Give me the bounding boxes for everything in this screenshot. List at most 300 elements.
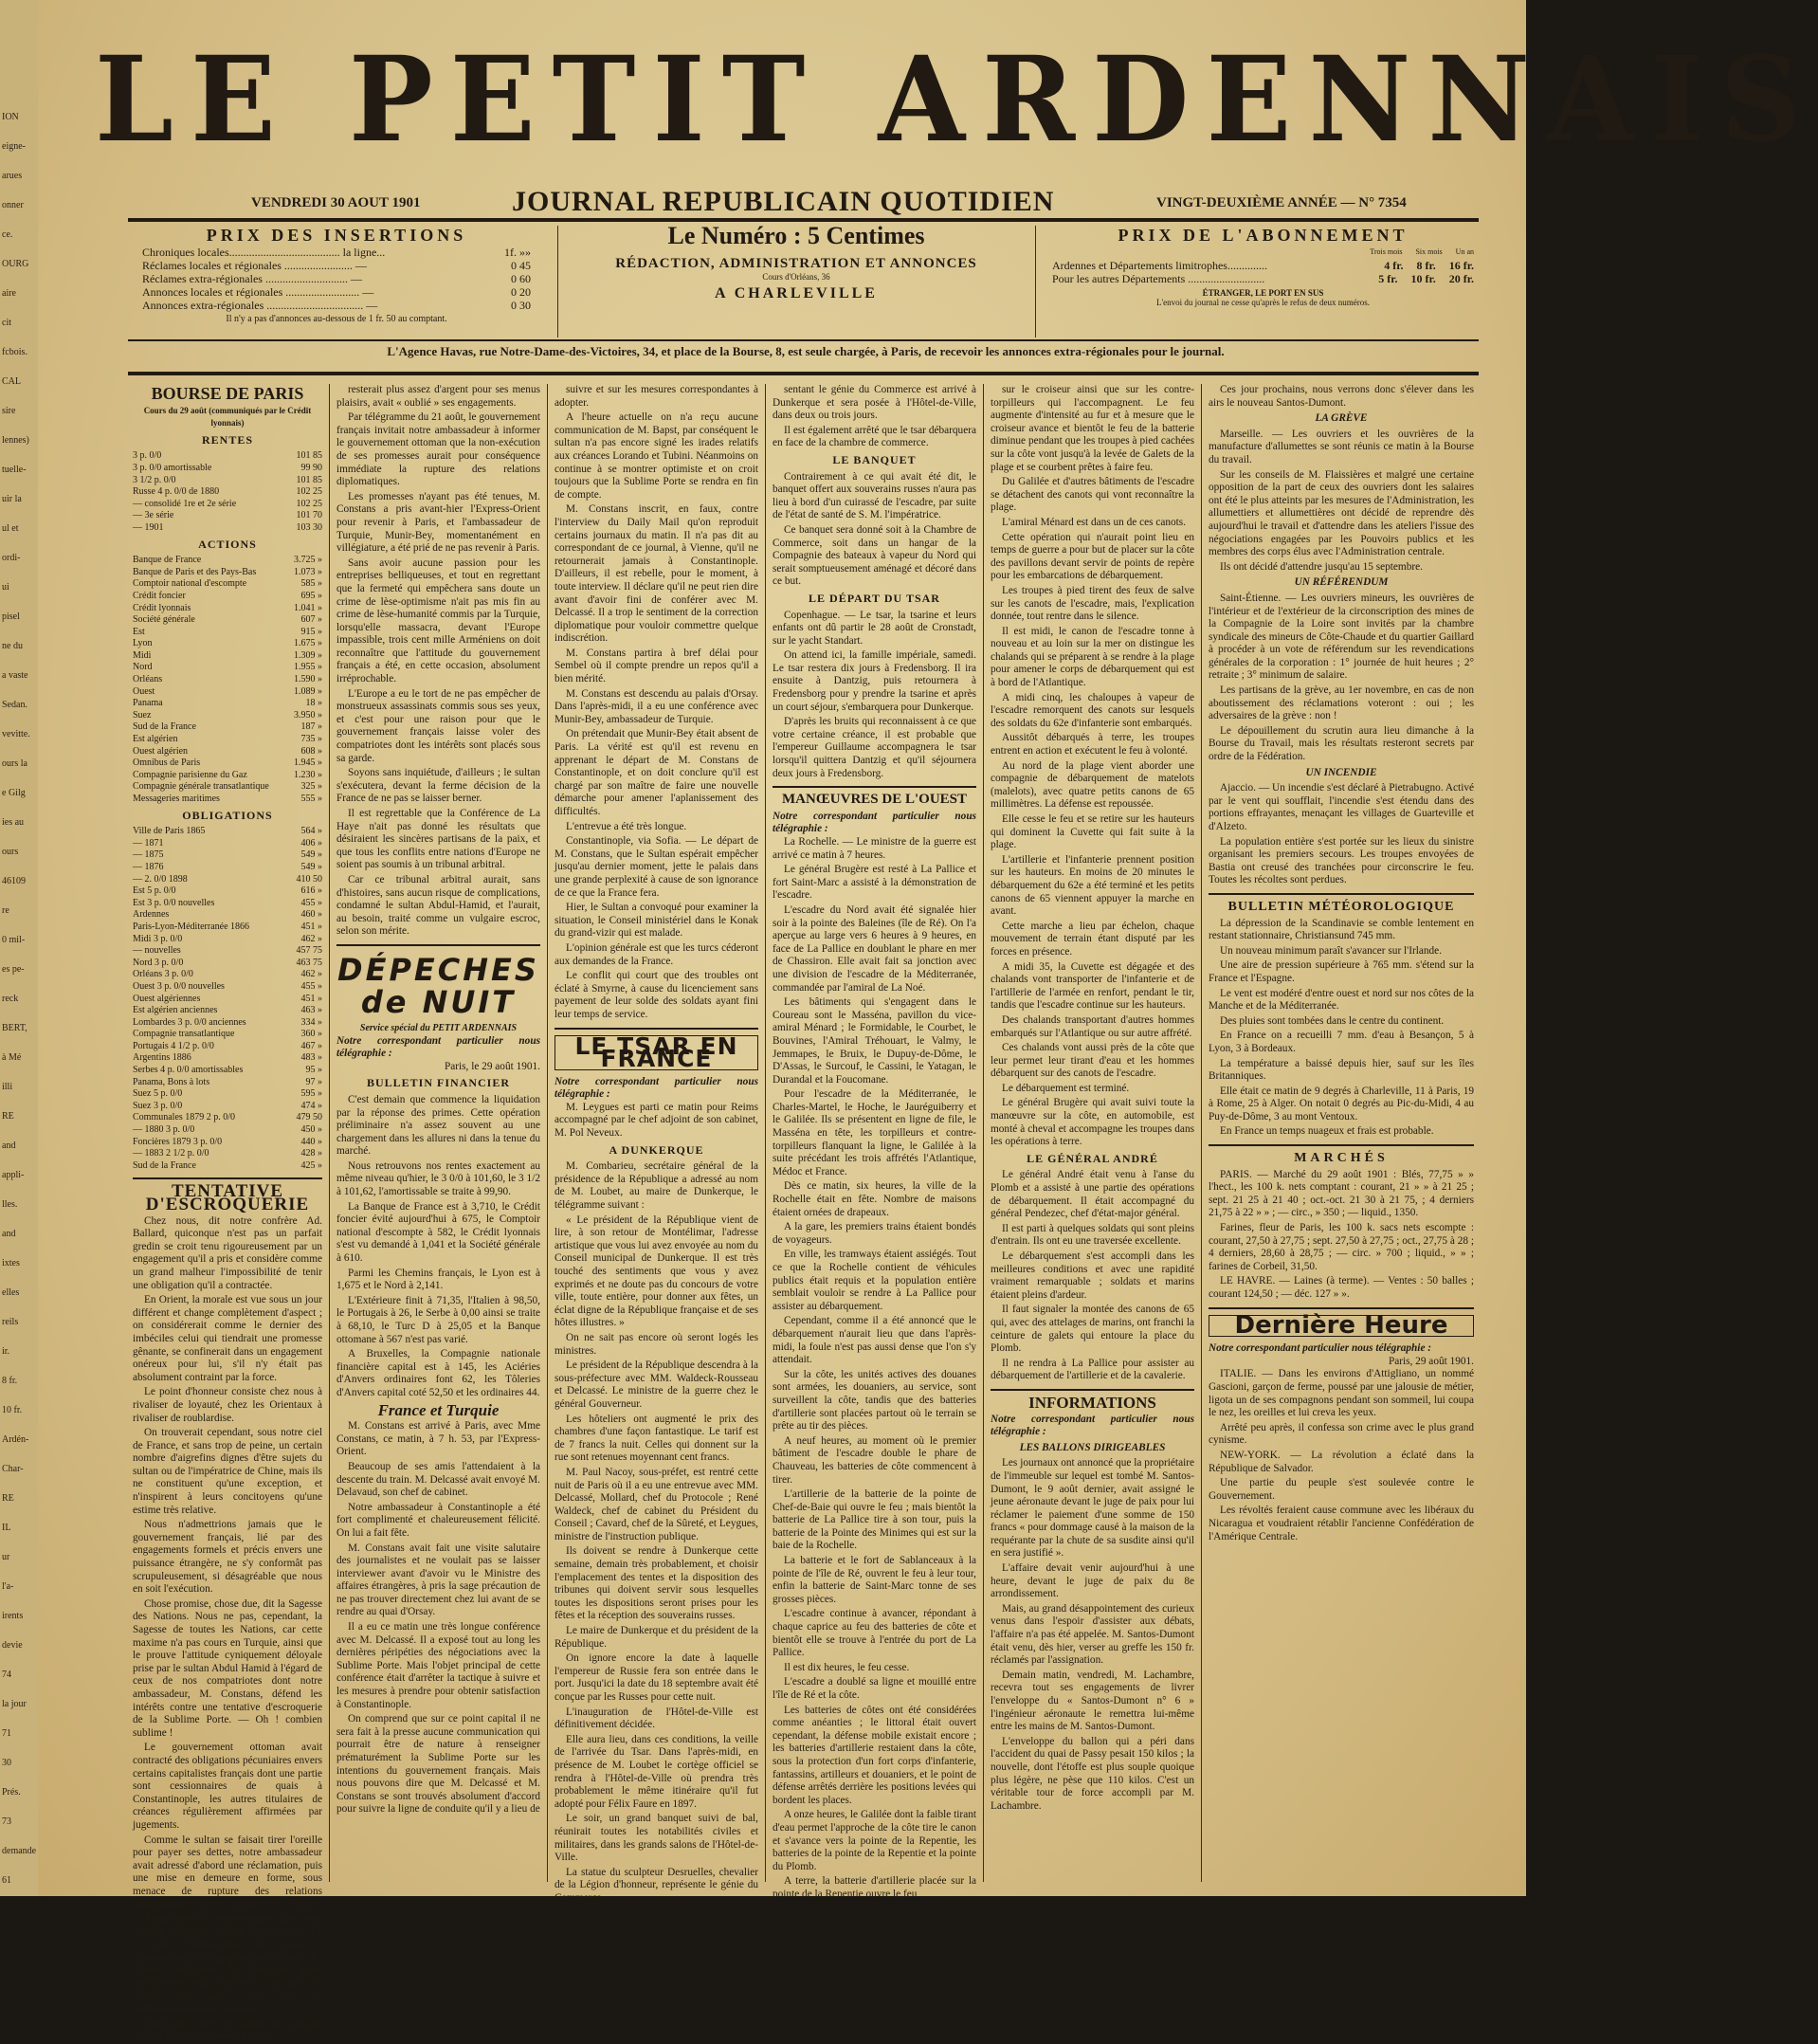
paragraph: Pour l'escadre de la Méditerranée, le Charles-Martel, le Hoche, le Jauréguiberry et le Galilée. Ils se présentent en ligne de file, le Masséna en tête, les torpilleurs et contre-torpilleurs flanquant la ligne, le Galilée à la suite précédant les trois affrétés l'Atlantique, Médoc et France. <box>773 1088 976 1177</box>
table-row <box>133 934 322 946</box>
agency-notice: L'Agence Havas, rue Notre-Dame-des-Victoires, 34, et place de la Bourse, 8, est seule chargée, à Paris, de recevoir les annonces extra-régionales pour le journal. <box>387 344 1225 358</box>
table-row <box>133 1052 322 1065</box>
paragraph: Cependant, comme il a été annoncé que le débarquement n'aurait lieu que dans l'après-midi, la foule n'est pas aussi dense que l'on s'y attendait. <box>773 1315 976 1366</box>
correspondent-line: Notre correspondant particulier nous télégraphie : <box>336 1034 540 1060</box>
security-price: 607 » <box>300 614 322 626</box>
paragraph: Les partisans de la grève, au 1er novembre, en cas de non aboutissement des réclamations voteront : oui ; les adversaires de la grève : non ! <box>1209 684 1474 722</box>
paragraph: Saint-Étienne. — Les ouvriers mineurs, les ouvrières de l'intérieur et de l'extérieur de la circonscription des mines de la Compagnie de la Loire sont invités par la chambre syndicale des mineurs de Côte-Chaude et du quartier Gaillard à procéder à un vote de référendum sur les revendications générales de la corporation : 1° journée de huit heures ; 2° retraite ; 3° minimum de salaire. <box>1209 592 1474 682</box>
article-body <box>1209 429 1474 575</box>
paragraph: ITALIE. — Dans les environs d'Attigliano, un nommé Gascioni, garçon de ferme, poussé par une jalousie de métier, ligota un de ses compagnons pendant son sommeil, lui coupa le nez, les oreilles et lui creva les yeux. <box>1209 1368 1474 1419</box>
column-3 <box>554 384 758 1904</box>
obligations-table <box>133 826 322 1172</box>
security-name: Paris-Lyon-Méditerranée 1866 <box>133 921 250 932</box>
security-price: 1.041 » <box>294 602 322 613</box>
column-1 <box>133 384 322 2043</box>
security-name: Ouest <box>133 685 155 697</box>
paragraph: Des chalands transportant d'autres hommes embarqués sur l'Atlantique ou sur autre affrété. <box>991 1013 1194 1039</box>
subscription-price: 8 fr. <box>1416 259 1436 272</box>
price-box <box>569 222 1024 335</box>
table-row <box>133 1088 322 1101</box>
security-name: Suez 3 p. 0/0 <box>133 1100 183 1111</box>
section-headline: INFORMATIONS <box>1028 1393 1156 1412</box>
fragment-text: es pe- <box>2 964 25 975</box>
paragraph: resterait plus assez d'argent pour ses menus plaisirs, avait « oublié » ses engagements. <box>336 384 540 409</box>
rate-price: 1f. »» <box>504 246 531 259</box>
security-name: Ouest 3 p. 0/0 nouvelles <box>133 980 225 992</box>
security-price: 457 75 <box>296 945 322 957</box>
fragment-text: Prés. <box>2 1787 21 1798</box>
rate-price: 0 30 <box>511 299 531 312</box>
paragraph: A la gare, les premiers trains étaient bondés de voyageurs. <box>773 1221 976 1246</box>
paragraph: L'escadre du Nord avait été signalée hier soir à la pointe des Baleines (île de Ré). On l'a aperçue au large vers 6 heures à 9 heures, en face de La Pallice en doublant le phare en mer de Chassiron. Elle avait fait sa jonction avec une division de l'escadre de la Méditerranée, commandée par l'amiral de La Noé. <box>773 903 976 994</box>
fragment-text: ordi- <box>2 553 21 563</box>
fragment-text: 71 <box>2 1728 11 1739</box>
security-name: Orléans <box>133 674 163 685</box>
security-price: 3.725 » <box>294 555 322 566</box>
paragraph: Elle était ce matin de 9 degrés à Charleville, 11 à Paris, 19 à Rome, 25 à Alger. On notait 0 degrés au Pic-du-Midi, 4 au Puy-de-Dôme, 3 au mont Ventoux. <box>1209 1085 1474 1122</box>
paragraph: M. Combarieu, secrétaire général de la présidence de la République a adressé au nom de M. Loubet, au maire de Dunkerque, le télégramme suivant : <box>554 1160 758 1212</box>
rentes-title: RENTES <box>201 432 254 447</box>
subscription-row <box>1052 272 1474 285</box>
table-row <box>133 969 322 981</box>
article-body <box>1209 1368 1474 1543</box>
security-price: 101 85 <box>296 474 322 485</box>
security-price: 1.945 » <box>294 757 322 769</box>
rule <box>128 339 1479 341</box>
security-name: Banque de France <box>133 555 202 566</box>
fragment-text: RE <box>2 1493 14 1504</box>
rate-label: Réclames extra-régionales ............................. — <box>142 272 362 285</box>
security-price: 1.309 » <box>294 649 322 661</box>
paragraph: L'opinion générale est que les turcs céderont aux demandes de la France. <box>554 941 758 967</box>
paragraph: M. Constans est descendu au palais d'Orsay. Dans l'après-midi, il a eu une conférence avec Munir-Bey, ambassadeur de Turquie. <box>554 687 758 725</box>
rate-row <box>142 272 531 285</box>
security-price: 555 » <box>300 794 322 804</box>
table-row <box>133 958 322 970</box>
fragment-text: irents <box>2 1611 24 1621</box>
fragment-text: Char- <box>2 1464 24 1474</box>
fragment-text: lennes) <box>2 435 29 446</box>
table-row <box>133 603 322 615</box>
paragraph: Une partie du peuple s'est soulevée contre le Gouvernement. <box>1209 1477 1474 1502</box>
security-price: 564 » <box>300 826 322 837</box>
security-price: 463 » <box>300 1005 322 1016</box>
paragraph: L'amiral Ménard est dans un de ces canots. <box>1002 516 1187 528</box>
fragment-text: onner <box>2 200 24 210</box>
paragraph: Un nouveau minimum paraît s'avancer sur l'Irlande. <box>1220 944 1443 957</box>
fragment-text: 74 <box>2 1670 11 1680</box>
table-row <box>133 734 322 746</box>
paragraph: A onze heures, le Galilée dont la faible tirant d'eau permet l'approche de la côte tire le canon et s'avance vers la pointe de la Repentie, les batteries de la pointe de la Repentie et la pointe du Plomb. <box>773 1809 976 1872</box>
fragment-text: cit <box>2 318 11 328</box>
security-price: 451 » <box>300 993 322 1004</box>
security-price: 462 » <box>300 969 322 980</box>
paragraph: M. Constans avait fait une visite salutaire des journalistes et ne voulait pas se laisser interviewer avant d'avoir vu le Ministre des affaires étrangères, à pris la sage précaution de ne pas trouver directement chez lui avant de se rendre au quai d'Orsay. <box>336 1542 540 1618</box>
table-row <box>133 1112 322 1124</box>
paragraph: La Banque de France est à 3,710, le Crédit foncier évité aujourd'hui à 675, le Comptoir national d'escompte à 582, le Crédit lyonnais s'est vu demandé à 1,041 et la Société générale à 610. <box>336 1200 540 1265</box>
paragraph: Il est dix heures, le feu cesse. <box>784 1661 910 1673</box>
article-body <box>773 836 976 1902</box>
security-name: — 1875 <box>133 849 164 861</box>
paragraph: A midi 35, la Cuvette est dégagée et des chalands vont transporter de l'infanterie et de l'artillerie de l'armée en renfort, pendant le tir, tandis que l'escadre continue sur les hauteurs. <box>991 960 1194 1012</box>
fragment-text: ur <box>2 1552 10 1562</box>
paragraph: L'artillerie de la batterie de la pointe de Chef-de-Baie qui ouvre le feu ; mais bientôt la batterie de La Pallice tire à son tour, puis la batterie de la Pointe des Minimes qui est sur la baie de la Rochelle. <box>773 1488 976 1552</box>
paragraph: A l'heure actuelle on n'a reçu aucune communication de M. Bapst, par conséquent le sultan n'a pas encore signé les irades relatifs aux créances Lorando et Tubini. Néanmoins on continue à se montrer optimiste et on croit toujours que la Sublime Porte se rendra en fin de compte. <box>554 411 758 501</box>
security-price: 915 » <box>300 626 322 637</box>
fragment-text: reck <box>2 994 19 1004</box>
fragment-text: and <box>2 1229 16 1239</box>
security-name: Lombardes 3 p. 0/0 anciennes <box>133 1016 246 1028</box>
paragraph: Demain matin, vendredi, M. Lachambre, recevra tout ses engagements de livrer l'enveloppe du « Santos-Dumont n° 6 » l'ingénieur aéronaute le remettra lui-même entre les mains de M. Santos-Dumont. <box>991 1669 1194 1733</box>
fragment-text: ne du <box>2 641 23 651</box>
fragment-text: 30 <box>2 1758 11 1768</box>
security-price: 187 » <box>300 721 322 733</box>
article-body <box>554 384 758 1022</box>
security-price: 3.950 » <box>294 709 322 721</box>
paragraph: Il est regrettable que la Conférence de La Haye n'ait pas donné les résultats que désiraient les sincères partisans de la paix, et que tous les conflits entre nations d'Europe ne soient pas soumis à un tribunal arbitral. <box>336 808 540 871</box>
security-name: Compagnie parisienne du Gaz <box>133 769 247 780</box>
paragraph: Le soir, un grand banquet suivi de bal, réunirait toutes les notabilités civiles et militaires, dans les grands salons de l'Hôtel-de-Ville. <box>554 1813 758 1864</box>
section-title: LE BANQUET <box>832 452 917 466</box>
actions-table <box>133 555 322 805</box>
table-row <box>133 662 322 674</box>
table-row <box>133 994 322 1006</box>
paragraph: Une aire de pression supérieure à 765 mm. s'étend sur la France et l'Espagne. <box>1209 959 1474 984</box>
security-name: Russe 4 p. 0/0 de 1880 <box>133 486 220 498</box>
fragment-text: Ardén- <box>2 1434 29 1445</box>
section-headline: LE TSAR EN FRANCE <box>554 1035 758 1070</box>
column-divider <box>983 384 984 1882</box>
paragraph: Ces jour prochains, nous verrons donc s'élever dans les airs le nouveau Santos-Dumont. <box>1209 384 1474 409</box>
paragraph: Chez nous, dit notre confrère Ad. Ballard, quiconque n'est pas un parfait gredin se croit tenu rigoureusement par un engagement qu'il a pris et considère comme un grand malheur l'impossibilité de tenir une obligation qu'il a contractée. <box>133 1214 322 1291</box>
paragraph: Les hôteliers ont augmenté le prix des chambres d'une façon fantastique. Le tarif est de 7 francs la nuit. Celles qui donnent sur la rue sont retenues moyennant cent francs. <box>554 1413 758 1464</box>
security-price: 360 » <box>300 1029 322 1040</box>
paragraph: Le maire de Dunkerque et du président de la République. <box>554 1625 758 1650</box>
fragment-text: 46109 <box>2 876 26 886</box>
table-row <box>133 686 322 699</box>
fragment-text: 10 fr. <box>2 1405 23 1415</box>
security-price: 451 » <box>300 921 322 932</box>
paragraph: Les troupes à pied tirent des feux de salve sur les canots de l'escadre, mais, l'explication donnée, tout rentre dans le silence. <box>991 584 1194 623</box>
security-price: 1.590 » <box>294 674 322 685</box>
rentes-table <box>133 450 322 534</box>
fragment-text: l'a- <box>2 1581 14 1592</box>
table-row <box>133 650 322 663</box>
paragraph: Deux jours après, le sultan ture, pensant que s'il payait ses dettes, il ne lui <box>133 2017 322 2043</box>
paragraph: Ce banquet sera donné soit à la Chambre de Commerce, soit dans un hangar de la Compagnie des bateaux à vapeur du Nord qui serait somptueusement aménagé et décoré dans ce but. <box>773 523 976 588</box>
table-row <box>133 885 322 898</box>
table-row <box>133 1005 322 1017</box>
paragraph: sentant le génie du Commerce est arrivé à Dunkerque et sera posée à l'Hôtel-de-Ville, dans deux ou trois jours. <box>773 384 976 422</box>
issue-number: VINGT-DEUXIÈME ANNÉE — N° 7354 <box>1156 195 1407 210</box>
masthead-title: LE PETIT ARDENNAIS <box>95 29 1818 169</box>
security-price: 1.073 » <box>294 566 322 577</box>
security-price: 549 » <box>300 849 322 861</box>
security-name: — 1901 <box>133 521 164 533</box>
paragraph: Aussitôt débarqués à terre, les troupes entrent en action et exécutent le feu à volonté. <box>991 732 1194 757</box>
security-name: — 1880 3 p. 0/0 <box>133 1124 195 1136</box>
table-row <box>133 770 322 782</box>
article-body <box>991 1457 1194 1813</box>
paragraph: Ils doivent se rendre à Dunkerque cette semaine, demain très probablement, et choisir l'emplacement des tentes et la disposition des tribunes qui doivent servir sous lesquelles toutes les dispositions seront prises pour les fêtes et la réception des souverains russes. <box>554 1545 758 1622</box>
subscription-rates <box>1052 259 1474 285</box>
table-row <box>133 1160 322 1173</box>
correspondent-line: Notre correspondant particulier nous télégraphie : <box>1209 1342 1432 1355</box>
paragraph: Mais, au grand désappointement des curieux venus dans l'espoir d'assister aux débats, l'affaire n'a pas été appelée. M. Santos-Dumont était venu, dès hier, verser au greffe les 150 fr. réclamés par l'assignation. <box>991 1602 1194 1667</box>
article-body <box>133 1215 322 2044</box>
table-row <box>133 898 322 910</box>
table-row <box>133 849 322 862</box>
paragraph: On prétendait que Munir-Bey était absent de Paris. La vérité est qu'il est revenu en apprenant le départ de M. Constans de Constantinople, et on doit conclure qu'il est chargé par son maître de faire une nouvelle démarche pour amener l'aplanissement des difficultés. <box>554 728 758 817</box>
bulletin-body <box>336 1094 540 1400</box>
security-name: Est 3 p. 0/0 nouvelles <box>133 897 215 908</box>
security-name: — 2. 0/0 1898 <box>133 873 188 885</box>
table-row <box>133 838 322 850</box>
security-name: Serbes 4 p. 0/0 amortissables <box>133 1065 244 1076</box>
security-price: 549 » <box>300 861 322 872</box>
paragraph: C'est demain que commence la liquidation par la réponse des primes. Cette opération préliminaire n'a assez souvent au une chargement dans les allures ni dans la tenue du marché. <box>336 1093 540 1158</box>
security-price: 463 75 <box>296 957 322 968</box>
fragment-text: demande <box>2 1846 37 1856</box>
paragraph: Le point d'honneur consiste chez nous à rivaliser de loyauté, chez les Orientaux à rivaliser de roublardise. <box>133 1386 322 1424</box>
table-row <box>133 1077 322 1089</box>
paragraph: Abdul-Hamid, impressionné par cette attitude énergique, promit de s'exécuter. Le 17 août, l'ambassadeur de France à Constantinople télégraphiait au ministre des affaires étrangères, M. Delcassé, qu'un arrangement était intervenu, tant pour le rachat des quais, que pour le remboursement des créances. <box>133 1913 322 2016</box>
column-divider <box>547 384 548 1882</box>
dateline: Paris, 29 août 1901. <box>1388 1355 1474 1367</box>
fragment-text: e Gilg <box>2 788 26 798</box>
rule <box>128 372 1479 375</box>
subscription-price: 20 fr. <box>1448 272 1474 285</box>
paragraph: Copenhague. — Le tsar, la tsarine et leurs enfants ont dû partir le 28 août de Cronstadt, sur le yacht Standart. <box>773 609 976 647</box>
security-name: — 1876 <box>133 861 164 872</box>
fragment-text: arues <box>2 171 23 181</box>
article-body <box>554 1102 758 1141</box>
table-row <box>133 1029 322 1041</box>
security-name: Lyon <box>133 638 153 649</box>
paragraph: On ne sait pas encore où seront logés les ministres. <box>554 1331 758 1357</box>
article-body <box>1209 384 1474 410</box>
table-row <box>133 1101 322 1113</box>
security-name: — 1883 2 1/2 p. 0/0 <box>133 1148 209 1159</box>
article-body <box>1209 782 1474 887</box>
security-price: 406 » <box>300 837 322 849</box>
paragraph: Sur la côte, les unités actives des douanes sont armées, les douaniers, au service, sont surveillent la côte, tandis que des batteries d'artillerie sont placées partout où le terrain se prête au tir des pièces. <box>773 1368 976 1433</box>
rate-price: 0 45 <box>511 259 531 272</box>
security-price: 95 » <box>305 1065 322 1076</box>
table-row <box>133 486 322 499</box>
security-name: Crédit lyonnais <box>133 602 191 613</box>
paragraph: Au nord de la plage vient aborder une compagnie de débarquement de matelots (malelots), avec quatre petits canons de 65 millimètres. La défense est repoussée. <box>991 759 1194 811</box>
security-name: Ardennes <box>133 909 170 921</box>
correspondent-line: Notre correspondant particulier nous télégraphie : <box>991 1413 1194 1438</box>
paragraph: L'Extérieure finit à 71,35, l'Italien à 98,50, le Portugais à 26, le Serbe à 0,00 ainsi se traite à 68,10, le Turc D à 25,05 et la Banque ottomane à 567 n'est pas varié. <box>336 1294 540 1345</box>
security-name: — 3e série <box>133 510 174 521</box>
rate-price: 0 20 <box>511 285 531 299</box>
paragraph: Nous retrouvons nos rentes exactement au même niveau qu'hier, le 3 0/0 à 101,60, le 3 1/2 à 101,62, l'amortissable se traite à 99,90. <box>336 1159 540 1198</box>
table-row <box>133 826 322 838</box>
fragment-text: ours la <box>2 758 27 769</box>
subscription-price: 10 fr. <box>1410 272 1436 285</box>
foreign-note: ÉTRANGER, LE PORT EN SUS <box>1202 288 1324 298</box>
paragraph: Farines, fleur de Paris, les 100 k. sacs nets escompte : courant, 27,50 à 27,75 ; sept. 27,50 à 27,75 ; oct., 27,75 à 28 ; 4 derniers, 28,60 à 28,75 ; — circ. » 700 ; liquid., » » ; farines de Corbeil, 31,50. <box>1209 1222 1474 1272</box>
paragraph: Du Galilée et d'autres bâtiments de l'escadre se détachent des canots qui vont reconnaître la plage. <box>991 476 1194 514</box>
fragment-text: aire <box>2 288 16 299</box>
section-title: LE GÉNÉRAL ANDRÉ <box>1027 1151 1158 1165</box>
security-name: 3 p. 0/0 amortissable <box>133 462 212 473</box>
fragment-text: reils <box>2 1317 19 1327</box>
article-body <box>554 1160 758 1905</box>
column-divider <box>765 384 766 1882</box>
security-price: 1.675 » <box>294 638 322 649</box>
fragment-text: ir. <box>2 1346 10 1357</box>
section-title: LE DÉPART DU TSAR <box>809 591 940 605</box>
table-row <box>133 627 322 639</box>
paragraph: Il est également arrêté que le tsar débarquera en face de la chambre de commerce. <box>773 424 976 449</box>
paragraph: Nous n'admettrions jamais que le gouvernement français, lié par des engagements formels et précis envers une puissance étrangère, ne s'y conformât pas scrupuleusement, si désagréable que nous en soit l'exécution. <box>133 1519 322 1596</box>
paragraph: Le dépouillement du scrutin aura lieu dimanche à la Bourse du Travail, mais les résultats resteront secrets par ordre de la Fédération. <box>1209 724 1474 763</box>
security-name: Nord 3 p. 0/0 <box>133 957 184 968</box>
column-5 <box>991 384 1194 1882</box>
paragraph: Le général Brugère qui avait suivi toute la manœuvre sur la côte, en automobile, est monté à cheval et accompagne les troupes dans les opérations à terre. <box>991 1097 1194 1148</box>
rate-label: Annonces extra-régionales .................................. — <box>142 299 378 312</box>
security-price: 479 50 <box>296 1112 322 1123</box>
table-row <box>133 1041 322 1053</box>
security-name: Messageries maritimes <box>133 794 220 804</box>
security-price: 585 » <box>300 578 322 590</box>
section-headline: Dernière Heure <box>1209 1315 1474 1338</box>
security-price: 425 » <box>300 1159 322 1171</box>
fragment-text: pisel <box>2 611 20 622</box>
fragment-text: Sedan. <box>2 700 27 710</box>
paragraph: Hier, le Sultan a convoqué pour examiner la situation, le Conseil ministériel dans le Konak du grand-vizir qui est malade. <box>554 902 758 940</box>
subscription-row <box>1052 259 1474 272</box>
fragment-text: devie <box>2 1640 23 1651</box>
insertions-box <box>142 226 531 335</box>
security-price: 735 » <box>300 734 322 745</box>
paragraph: D'après les bruits qui reconnaissent à ce que votre certaine créance, il est probable que l'empereur Guillaume accompagnera le tsar lorsqu'il quittera Dantzig et qu'il séjournera deux jours à Fredensborg. <box>773 716 976 779</box>
paragraph: Le conflit qui court que des troubles ont éclaté à Smyrne, à cause du licenciement sans payement de leur solde des soldats ayant fini leur temps de service. <box>554 970 758 1020</box>
obligations-title: OBLIGATIONS <box>182 808 273 822</box>
paragraph: En ville, les tramways étaient assiégés. Tout ce que la Rochelle contient de véhicules publics était requis et la population entière semblait vouloir se rendre à La Pallice pour assister au débarquement. <box>773 1249 976 1312</box>
column-divider <box>329 384 330 1882</box>
fragment-text: OURG <box>2 259 29 269</box>
paragraph: Constantinople, via Sofia. — Le départ de M. Constans, que le Sultan espérait empêcher jusqu'au dernier moment, jette le palais dans une grande perplexité à cause de son ignorance de ce que la France fera. <box>554 835 758 899</box>
paragraph: Les bâtiments qui s'engagent dans le Coureau sont le Masséna, pavillon du vice-amiral Ménard ; le Formidable, le Courbet, le Bouvines, l'Amiral Tréhouart, le Valmy, le Jemmapes, le Bruix, le Dupuy-de-Dôme, le D'Assas, le Surcouf, le Cassini, le Yatagan, le Durandal et la Foucomane. <box>773 996 976 1086</box>
paragraph: Comme le sultan se faisait tirer l'oreille pour payer ses dettes, notre ambassadeur avait adressé d'abord une réclamation, puis une mise en demeure en forme, sous menace de rupture des relations diplomatiques entre la Turquie et la France. <box>133 1834 322 1910</box>
security-name: Suez <box>133 709 152 721</box>
paragraph: M. Paul Nacoy, sous-préfet, est rentré cette nuit de Paris où il a eu une entrevue avec MM. Delcassé, Mollard, chef du Protocole ; René Waldeck, chef de cabinet du Président du Conseil ; Cavard, chef de la Sûreté, et Leygues, ministre de l'instruction publique. <box>554 1466 758 1542</box>
table-row <box>133 746 322 758</box>
paragraph: Les batteries de côtes ont été considérées comme anéanties ; le littoral était ouvert cependant, la défense mobile existait encore ; les batteries d'artillerie restaient dans la côte, sous la protection d'un fort corps d'infanterie, fantassins, artilleurs et douaniers, et le point de défense arrêtés derrière les positions levées qui bordent les places. <box>773 1704 976 1806</box>
issue-price: Le Numéro : 5 Centimes <box>667 222 925 249</box>
paragraph: Des pluies sont tombées dans le centre du continent. <box>1220 1014 1445 1027</box>
paragraph: Sur les conseils de M. Flaissières et malgré une certaine opposition de la part de ceux des ouvriers dont les salaires ont été le plus atteints par les mesures de l'Administration, les allumettiers et allumettières ont décidé de reprendre dès aujourd'hui le travail et d'attendre dans les ateliers l'issue des négociations engagées par les Pouvoirs publics et les membres des corps élus avec l'Administration centrale. <box>1209 468 1474 558</box>
redaction-label: RÉDACTION, ADMINISTRATION ET ANNONCES <box>615 256 977 271</box>
paragraph: « Le président de la République vient de lire, à son retour de Montélimar, l'adresse artistique que vous lui avez envoyée au nom du Conseil municipal de Dunkerque. Il est très touché des sentiments que vous y avez exprimés et ne doute pas du concours de votre ville, toute entière, pour donner aux fêtes, un éclat digne de la République française et de ses hôtes illustres. » <box>554 1214 758 1329</box>
table-row <box>133 874 322 886</box>
security-name: Communales 1879 2 p. 0/0 <box>133 1112 236 1123</box>
period-header: Six mois <box>1415 247 1443 256</box>
paragraph: Il est midi, le canon de l'escadre tonne à nouveau et au loin sur la mer on distingue les chalands qui se préparent à se rendre à la plage pour amener le corps de débarquement qui est à bord de l'Atlantique. <box>991 625 1194 689</box>
paragraph: L'Europe a eu le tort de ne pas empêcher de monstrueux assassinats commis sous ses yeux, et c'est pour une raison pour que le gouvernement français laisse voler des compatriotes dont les intérêts sont placés sous sa garde. <box>336 687 540 764</box>
adjacent-page-fragment <box>0 0 38 1896</box>
paragraph: Marseille. — Les ouvriers et les ouvrières de la manufacture d'allumettes se sont réunis ce matin à la Bourse du travail. <box>1209 428 1474 465</box>
security-name: Nord <box>133 662 153 673</box>
article-body <box>336 384 540 939</box>
divider <box>557 226 558 338</box>
bourse-subtitle: Cours du 29 août (communiqués par le Crédit lyonnais) <box>143 405 312 429</box>
table-row <box>133 945 322 958</box>
subscription-title: PRIX DE L'ABONNEMENT <box>1118 226 1409 245</box>
fragment-text: ui <box>2 582 9 593</box>
section-title: LES BALLONS DIRIGEABLES <box>1019 1441 1166 1453</box>
fragment-text: ION <box>2 112 19 122</box>
period-header: Un an <box>1455 247 1474 256</box>
column-divider <box>1201 384 1202 1882</box>
table-row <box>133 862 322 874</box>
security-name: 3 p. 0/0 <box>133 450 162 462</box>
paragraph: Car ce tribunal arbitral aurait, sans d'histoires, sans aucun risque de complications, condamné le sultan Abdul-Hamid, et l'aurait, au besoin, traité comme un vulgaire escroc, selon son mérite. <box>336 873 540 938</box>
security-name: Est algérien <box>133 734 178 745</box>
correspondent-line: Notre correspondant particulier nous télégraphie : <box>554 1075 758 1101</box>
paragraph: Par télégramme du 21 août, le gouvernement français invitait notre ambassadeur à informer le gouvernement ottoman que la non-exécution de ses promesses aurait pour conséquence immédiate la rupture des relations diplomatiques. <box>336 411 540 488</box>
table-row <box>133 1124 322 1137</box>
section-title: BULLETIN FINANCIER <box>366 1076 511 1090</box>
masthead-subtitle: JOURNAL REPUBLICAIN QUOTIDIEN <box>512 186 1055 217</box>
table-row <box>133 698 322 710</box>
subscription-price: 16 fr. <box>1448 259 1474 272</box>
paragraph: suivre et sur les mesures correspondantes à adopter. <box>554 384 758 409</box>
actions-title: ACTIONS <box>198 537 257 551</box>
security-name: Panama, Bons à lots <box>133 1076 210 1087</box>
article-body <box>1209 593 1474 764</box>
insertions-note: Il n'y a pas d'annonces au-dessous de 1 fr. 50 au comptant. <box>226 314 447 324</box>
rate-row <box>142 259 531 272</box>
paragraph: Cette marche a lieu par échelon, chaque mouvement de terrain étant disputé par les forces en présence. <box>991 920 1194 958</box>
security-price: 450 » <box>300 1124 322 1136</box>
security-price: 467 » <box>300 1040 322 1051</box>
paragraph: M. Constans partira à bref délai pour Sembel où il compte prendre un repos qu'il a bien mérité. <box>554 647 758 685</box>
subscription-box <box>1052 226 1474 335</box>
security-name: Panama <box>133 698 163 709</box>
paragraph: L'enveloppe du ballon qui a péri dans l'accident du quai de Passy pesait 150 kilos ; la nouvelle, dont l'étoffe est plus souple quoique plus légère, ne pèse que 110 kilos. C'est un véritable tour de force accompli par M. Lachambre. <box>991 1735 1194 1812</box>
paragraph: Sans avoir aucune passion pour les entreprises belliqueuses, et tout en regrettant que la fermeté qui empêchera sans doute un crime de lèse-optimisme n'ait pas mis fin au crime de lèse-humanité commis par la Turquie, lorsqu'elle massacra, devant l'Europe impassible, trois cent mille Arméniens on doit reconnaître que l'attitude du gouvernement français a été, en cette occasion, absolument irréprochable. <box>336 557 540 685</box>
rate-row <box>142 285 531 299</box>
fragment-text: illi <box>2 1082 13 1092</box>
service-line: Service spécial du PETIT ARDENNAIS <box>359 1022 518 1033</box>
paragraph: On attend ici, la famille impériale, samedi. Le tsar restera dix jours à Fredensborg. Il ira ensuite à Dantzig, puis retournera à Fredensborg pour y prendre la tsarine et après un court séjour, s'embarquera pour Dunkerque. <box>773 649 976 713</box>
security-name: — nouvelles <box>133 945 181 957</box>
security-name: Suez 5 p. 0/0 <box>133 1088 183 1100</box>
security-name: Sud de la France <box>133 1159 196 1171</box>
section-title: UN RÉFÉRENDUM <box>1294 576 1389 589</box>
paragraph: Le général André était venu à l'anse du Plomb et a assisté à une partie des opérations de débarquement. Il était accompagné du général Pendezec, chef d'état-major général. <box>991 1169 1194 1220</box>
security-name: Banque de Paris et des Pays-Bas <box>133 566 257 577</box>
column-4 <box>773 384 976 1900</box>
fragment-text: 0 mil- <box>2 935 26 945</box>
table-row <box>133 591 322 603</box>
paragraph: Contrairement à ce qui avait été dit, le banquet offert aux souverains russes n'aura pas lieu à bord d'un cuirassé de l'escadre, par suite de l'état de santé de S. M. l'impératrice. <box>773 470 976 521</box>
paragraph: Le général Brugère est resté à La Pallice et fort Saint-Marc a assisté à la démonstration de l'escadre. <box>773 864 976 902</box>
paragraph: En France on a recueilli 7 mm. d'eau à Besançon, 5 à Lyon, 3 à Bordeaux. <box>1209 1030 1474 1054</box>
fragment-text: lles. <box>2 1199 18 1210</box>
subscription-price: 4 fr. <box>1384 259 1404 272</box>
region-label: Ardennes et Départements limitrophes.............. <box>1052 259 1267 272</box>
security-price: 428 » <box>300 1148 322 1159</box>
security-name: Crédit foncier <box>133 590 186 601</box>
security-price: 101 70 <box>296 510 322 521</box>
table-row <box>133 794 322 806</box>
